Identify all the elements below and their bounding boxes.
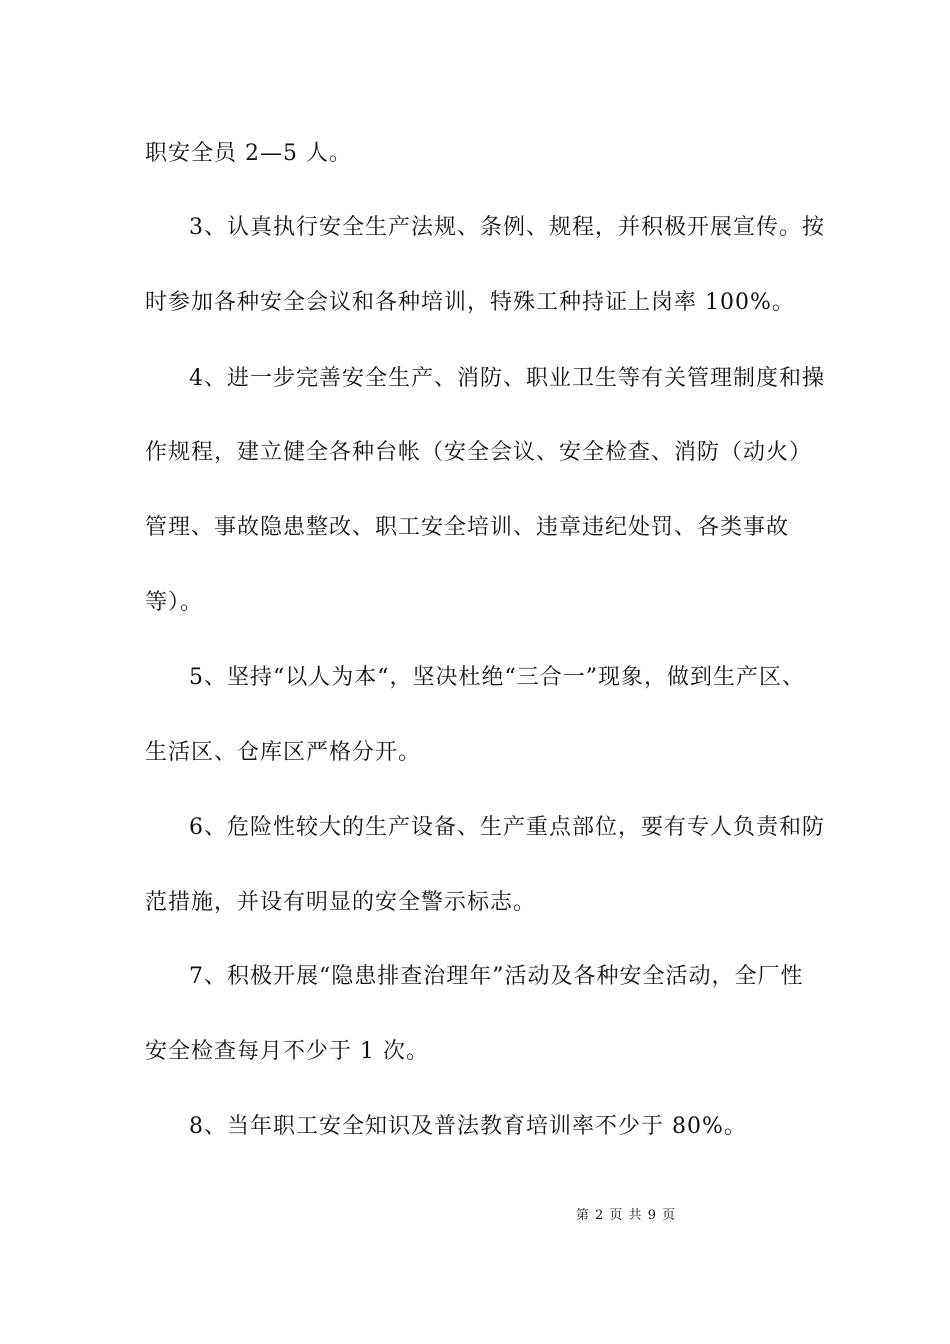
item-3-line-2: 时参加各种安全会议和各种培训，特殊工种持证上岗率 100%。 [145,290,795,315]
item-7-line-2: 安全检查每月不少于 1 次。 [145,1039,429,1064]
item-3-line-1: 3、认真执行安全生产法规、条例、规程，并积极开展宣传。按 [189,215,825,240]
item-5-line-1: 5、坚持“以人为本“，坚决杜绝“三合一”现象，做到生产区、 [189,665,805,690]
item-7-line-1: 7、积极开展“隐患排查治理年”活动及各种安全活动，全厂性 [189,964,804,989]
page-footer [0,1208,950,1224]
item-6-line-2: 范措施，并设有明显的安全警示标志。 [145,890,537,915]
item-4-line-4: 等）。 [145,590,204,615]
item-8-line-1: 8、当年职工安全知识及普法教育培训率不少于 80%。 [189,1114,747,1139]
item-4-line-3: 管理、事故隐患整改、职工安全培训、违章违纪处罚、各类事故 [145,515,790,540]
item-4-line-1: 4、进一步完善安全生产、消防、职业卫生等有关管理制度和操 [189,366,825,391]
item-4-line-2: 作规程，建立健全各种台帐（安全会议、安全检查、消防（动火） [145,440,813,465]
text-line-1: 职安全员 2—5 人。 [145,141,352,166]
page-number: 第 2 页 共 9 页 [575,1208,677,1223]
item-6-line-1: 6、危险性较大的生产设备、生产重点部位，要有专人负责和防 [189,815,825,840]
item-5-line-2: 生活区、仓库区严格分开。 [145,740,422,765]
